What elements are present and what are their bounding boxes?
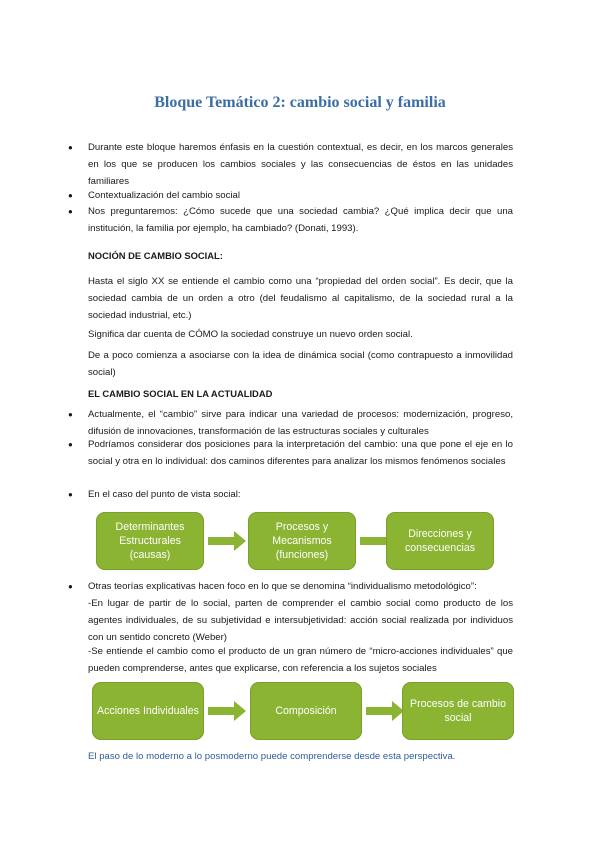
paragraph: Hasta el siglo XX se entiende el cambio como una “propiedad del orden social”. Es decir, que la sociedad cambia de un orden a otro (del feudalismo al capitalismo, de la sociedad rural a la sociedad industrial, etc.) xyxy=(88,276,513,321)
diagram1-box-procesos: Procesos y Mecanismos (funciones) xyxy=(248,512,356,570)
arrow-right-icon xyxy=(204,701,250,721)
bullet-dot: ● xyxy=(68,410,73,419)
diagram2-box-composicion: Composición xyxy=(250,682,362,740)
bullet-dot: ● xyxy=(68,143,73,152)
section2-bullet-2: Podríamos considerar dos posiciones para la interpretación del cambio: una que pone el eje en lo social y otra en lo individual: dos caminos diferentes para analizar los mismos fenómenos sociales xyxy=(88,439,513,467)
arrow-right-icon xyxy=(204,531,250,551)
bullet-dot: ● xyxy=(68,191,73,200)
section2-bullet-3: En el caso del punto de vista social: xyxy=(88,489,241,500)
closing-statement: El paso de lo moderno a lo posmoderno puede comprenderse desde esta perspectiva. xyxy=(88,751,456,762)
paragraph: De a poco comienza a asociarse con la idea de dinámica social (como contrapuesto a inmovilidad social) xyxy=(88,350,513,378)
section-heading-nocion: NOCIÓN DE CAMBIO SOCIAL: xyxy=(88,250,223,261)
section3-bullet: Otras teorías explicativas hacen foco en lo que se denomina “individualismo metodológico”: xyxy=(88,581,477,592)
section3-line-2: -Se entiende el cambio como el producto de un gran número de “micro-acciones individuales” que pueden comprenderse, antes que explicarse, con referencia a los sujetos sociales xyxy=(88,646,513,674)
diagram1-box-direcciones: Direcciones y consecuencias xyxy=(386,512,494,570)
diagram2-box-acciones: Acciones Individuales xyxy=(92,682,204,740)
diagram1-box-determinantes: Determinantes Estructurales (causas) xyxy=(96,512,204,570)
bullet-dot: ● xyxy=(68,440,73,449)
bullet-dot: ● xyxy=(68,207,73,216)
bullet-dot: ● xyxy=(68,582,73,591)
paragraph: Significa dar cuenta de CÓMO la sociedad construye un nuevo orden social. xyxy=(88,329,413,340)
section-heading-actualidad: EL CAMBIO SOCIAL EN LA ACTUALIDAD xyxy=(88,388,273,399)
bullet-dot: ● xyxy=(68,490,73,499)
intro-bullet-3: Nos preguntaremos: ¿Cómo sucede que una sociedad cambia? ¿Qué implica decir que una institución, la familia por ejemplo, ha cambiado? (Donati, 1993). xyxy=(88,206,513,234)
intro-bullet-2: Contextualización del cambio social xyxy=(88,190,240,201)
diagram2-box-procesos-cambio: Procesos de cambio social xyxy=(402,682,514,740)
intro-bullet-1: Durante este bloque haremos énfasis en la cuestión contextual, es decir, en los marcos generales en los que se producen los cambios sociales y las consecuencias de éstos en las unidades familiares xyxy=(88,142,513,187)
section3-line-1: -En lugar de partir de lo social, parten de comprender el cambio social como producto de los agentes individuales, de su subjetividad e intersubjetividad: acción social realizada por individuos con un sentido concreto (Weber) xyxy=(88,598,513,643)
page-title: Bloque Temático 2: cambio social y familia xyxy=(154,94,446,111)
section2-bullet-1: Actualmente, el “cambio” sirve para indicar una variedad de procesos: modernización, progreso, difusión de innovaciones, transformación de las estructuras sociales y culturales xyxy=(88,409,513,437)
